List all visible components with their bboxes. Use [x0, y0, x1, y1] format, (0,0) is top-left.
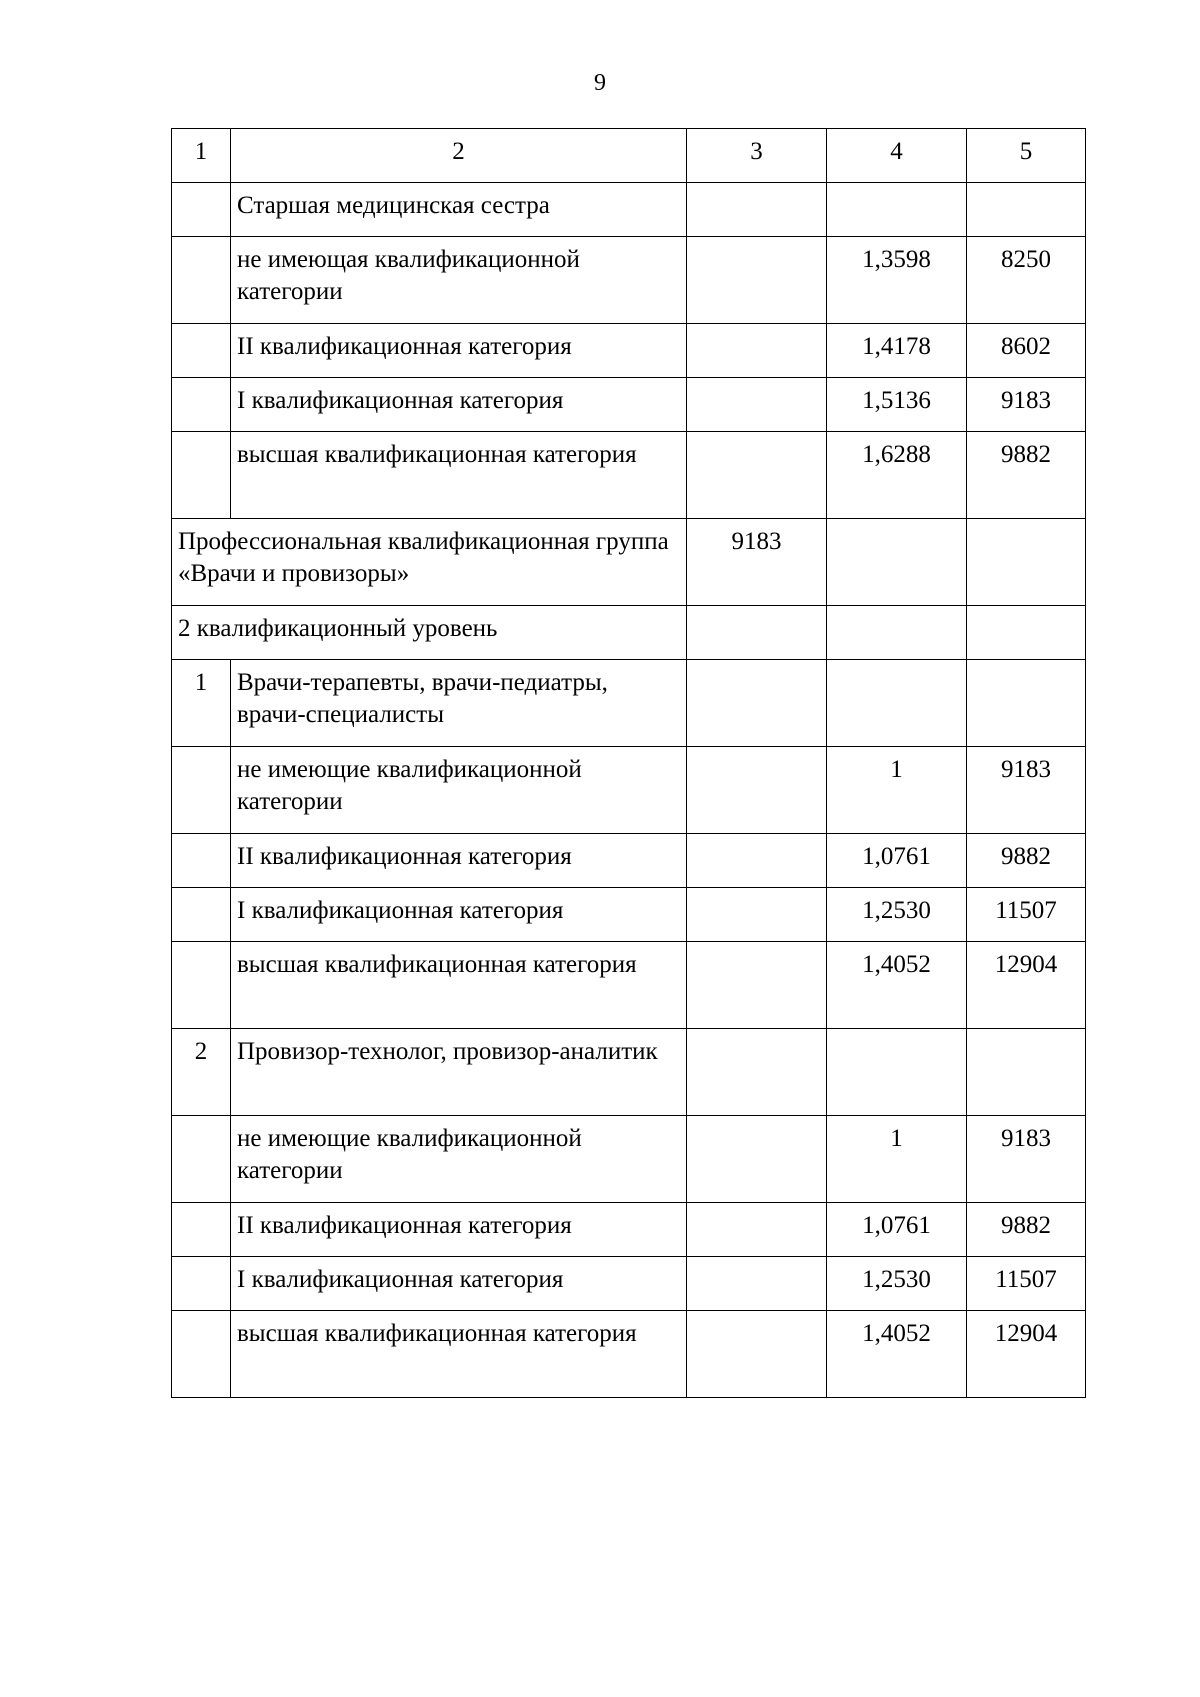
salary-cell: 9882 [967, 432, 1086, 519]
position-name-cell: высшая квалификационная категория [231, 1311, 687, 1398]
header-cell: 2 [231, 129, 687, 183]
position-name-cell: Провизор-технолог, провизор-аналитик [231, 1029, 687, 1116]
coefficient-cell: 1,2530 [827, 1257, 967, 1311]
base-salary-cell [687, 378, 827, 432]
salary-cell: 9183 [967, 378, 1086, 432]
salary-cell: 9183 [967, 1116, 1086, 1203]
salary-cell: 9183 [967, 747, 1086, 834]
row-number-cell [172, 1257, 231, 1311]
base-salary-cell [687, 324, 827, 378]
position-name-cell: I квалификационная категория [231, 1257, 687, 1311]
group-row [172, 606, 1086, 660]
row-number-cell [172, 378, 231, 432]
table-row [172, 324, 1086, 378]
table-row [172, 378, 1086, 432]
base-salary-cell [687, 606, 827, 660]
group-row [172, 519, 1086, 606]
position-name-cell: I квалификационная категория [231, 378, 687, 432]
salary-cell: 11507 [967, 888, 1086, 942]
base-salary-cell [687, 834, 827, 888]
position-name-cell: Врачи-терапевты, врачи-педиатры, врачи-специалисты [231, 660, 687, 747]
group-title-cell: Профессиональная квалификационная группа «Врачи и провизоры» [172, 519, 687, 606]
coefficient-cell: 1,2530 [827, 888, 967, 942]
row-number-cell [172, 432, 231, 519]
position-name-cell: не имеющие квалификационной категории [231, 1116, 687, 1203]
header-cell: 4 [827, 129, 967, 183]
row-number-cell [172, 834, 231, 888]
base-salary-cell [687, 942, 827, 1029]
salary-cell: 9882 [967, 1203, 1086, 1257]
coefficient-cell: 1,0761 [827, 834, 967, 888]
table-body [172, 129, 1086, 1398]
salary-cell: 12904 [967, 942, 1086, 1029]
coefficient-cell: 1,4052 [827, 1311, 967, 1398]
salary-table [171, 128, 1086, 1398]
table-row [172, 1257, 1086, 1311]
position-name-cell: Старшая медицинская сестра [231, 183, 687, 237]
coefficient-cell [827, 660, 967, 747]
coefficient-cell: 1 [827, 1116, 967, 1203]
row-number-cell: 2 [172, 1029, 231, 1116]
table-header-row [172, 129, 1086, 183]
group-title-cell: 2 квалификационный уровень [172, 606, 687, 660]
row-number-cell [172, 324, 231, 378]
coefficient-cell: 1,4052 [827, 942, 967, 1029]
row-number-cell [172, 237, 231, 324]
table-row [172, 1029, 1086, 1116]
coefficient-cell: 1 [827, 747, 967, 834]
salary-cell: 11507 [967, 1257, 1086, 1311]
coefficient-cell [827, 183, 967, 237]
coefficient-cell: 1,5136 [827, 378, 967, 432]
row-number-cell [172, 888, 231, 942]
coefficient-cell: 1,6288 [827, 432, 967, 519]
position-name-cell: высшая квалификационная категория [231, 942, 687, 1029]
position-name-cell: высшая квалификационная категория [231, 432, 687, 519]
salary-cell: 12904 [967, 1311, 1086, 1398]
coefficient-cell: 1,0761 [827, 1203, 967, 1257]
row-number-cell [172, 1203, 231, 1257]
base-salary-cell [687, 888, 827, 942]
position-name-cell: II квалификационная категория [231, 324, 687, 378]
position-name-cell: I квалификационная категория [231, 888, 687, 942]
table-row [172, 1116, 1086, 1203]
table-row [172, 237, 1086, 324]
salary-cell: 8250 [967, 237, 1086, 324]
base-salary-cell [687, 747, 827, 834]
row-number-cell [172, 747, 231, 834]
row-number-cell [172, 1311, 231, 1398]
row-number-cell [172, 1116, 231, 1203]
page-number: 9 [594, 70, 606, 96]
coefficient-cell [827, 1029, 967, 1116]
salary-cell [967, 660, 1086, 747]
base-salary-cell [687, 1116, 827, 1203]
base-salary-cell [687, 1029, 827, 1116]
position-name-cell: II квалификационная категория [231, 1203, 687, 1257]
base-salary-cell [687, 183, 827, 237]
coefficient-cell [827, 519, 967, 606]
table-row [172, 942, 1086, 1029]
table-row [172, 1311, 1086, 1398]
table-row [172, 183, 1086, 237]
coefficient-cell: 1,4178 [827, 324, 967, 378]
salary-cell: 8602 [967, 324, 1086, 378]
salary-cell [967, 183, 1086, 237]
salary-cell [967, 606, 1086, 660]
base-salary-cell [687, 1203, 827, 1257]
position-name-cell: не имеющие квалификационной категории [231, 747, 687, 834]
base-salary-cell [687, 237, 827, 324]
coefficient-cell [827, 606, 967, 660]
coefficient-cell: 1,3598 [827, 237, 967, 324]
base-salary-cell [687, 1311, 827, 1398]
table-row [172, 660, 1086, 747]
row-number-cell [172, 183, 231, 237]
position-name-cell: II квалификационная категория [231, 834, 687, 888]
base-salary-cell [687, 660, 827, 747]
table-row [172, 1203, 1086, 1257]
position-name-cell: не имеющая квалификационной категории [231, 237, 687, 324]
row-number-cell: 1 [172, 660, 231, 747]
salary-cell [967, 519, 1086, 606]
table-row [172, 747, 1086, 834]
base-salary-cell: 9183 [687, 519, 827, 606]
header-cell: 3 [687, 129, 827, 183]
table-row [172, 834, 1086, 888]
base-salary-cell [687, 432, 827, 519]
salary-cell [967, 1029, 1086, 1116]
table-row [172, 888, 1086, 942]
header-cell: 1 [172, 129, 231, 183]
header-cell: 5 [967, 129, 1086, 183]
salary-cell: 9882 [967, 834, 1086, 888]
table-row [172, 432, 1086, 519]
row-number-cell [172, 942, 231, 1029]
base-salary-cell [687, 1257, 827, 1311]
